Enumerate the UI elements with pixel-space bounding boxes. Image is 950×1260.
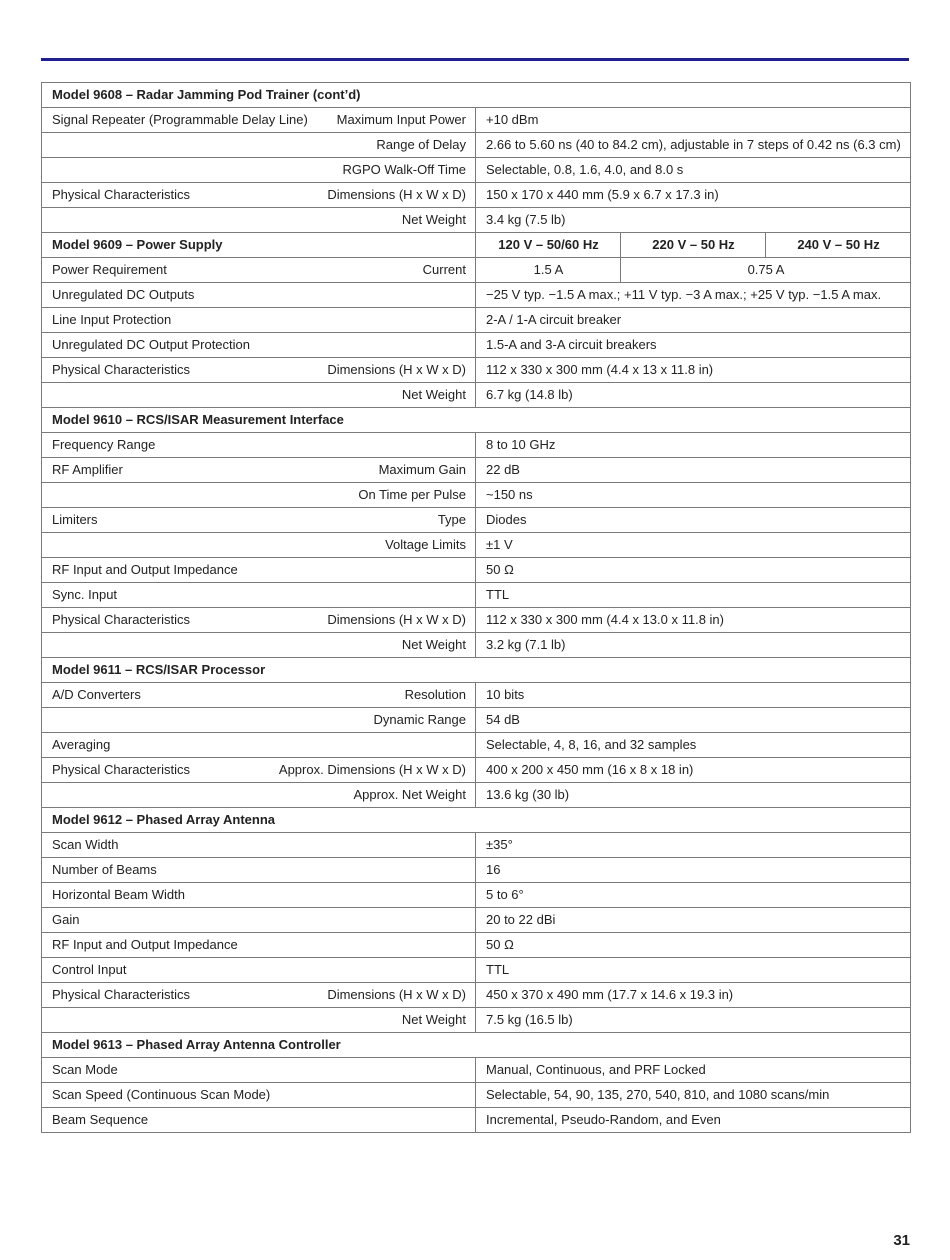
- table-row: [42, 133, 911, 158]
- row-value: Incremental, Pseudo-Random, and Even: [476, 1108, 911, 1133]
- row-label: Beam Sequence: [52, 1112, 149, 1127]
- row-sublabel: Maximum Gain: [378, 462, 466, 477]
- column-header-240v: 240 V – 50 Hz: [766, 233, 911, 258]
- row-sublabel: Dynamic Range: [373, 712, 466, 727]
- row-sublabel: Net Weight: [401, 212, 466, 227]
- table-row: [42, 683, 911, 708]
- table-row: [42, 958, 911, 983]
- row-value: 5 to 6°: [476, 883, 911, 908]
- table-row: [42, 733, 911, 758]
- section-title: Model 9609 – Power Supply: [42, 233, 476, 258]
- row-value: Selectable, 54, 90, 135, 270, 540, 810, and 1080 scans/min: [476, 1083, 911, 1108]
- row-value: 3.4 kg (7.5 lb): [476, 208, 911, 233]
- table-row: [42, 383, 911, 408]
- table-row: [42, 933, 911, 958]
- specifications-table: [41, 82, 911, 1133]
- table-row: [42, 1008, 911, 1033]
- table-row: [42, 758, 911, 783]
- table-row: [42, 883, 911, 908]
- section-title: Model 9611 – RCS/ISAR Processor: [42, 658, 911, 683]
- row-value: TTL: [476, 583, 911, 608]
- section-header-9611: [42, 658, 911, 683]
- row-value: ~150 ns: [476, 483, 911, 508]
- row-value: 2-A / 1-A circuit breaker: [476, 308, 911, 333]
- row-value: 450 x 370 x 490 mm (17.7 x 14.6 x 19.3 in): [476, 983, 911, 1008]
- table-row: [42, 608, 911, 633]
- row-sublabel: Net Weight: [401, 637, 466, 652]
- row-label: Unregulated DC Outputs: [52, 287, 195, 302]
- table-row: [42, 583, 911, 608]
- section-title: Model 9612 – Phased Array Antenna: [42, 808, 911, 833]
- row-label: A/D Converters: [52, 687, 141, 702]
- table-row: [42, 333, 911, 358]
- page-number: 31: [893, 1232, 910, 1249]
- row-label: RF Input and Output Impedance: [52, 937, 238, 952]
- row-label: Power Requirement: [52, 262, 167, 277]
- row-label: Physical Characteristics: [52, 762, 190, 777]
- table-row: [42, 833, 911, 858]
- table-row: [42, 258, 911, 283]
- row-sublabel: Voltage Limits: [385, 537, 466, 552]
- row-sublabel: Dimensions (H x W x D): [327, 187, 466, 202]
- row-label: Physical Characteristics: [52, 187, 190, 202]
- table-row: [42, 983, 911, 1008]
- table-row: [42, 508, 911, 533]
- row-sublabel: Approx. Dimensions (H x W x D): [278, 762, 466, 777]
- row-sublabel: Resolution: [404, 687, 466, 702]
- row-value: Selectable, 4, 8, 16, and 32 samples: [476, 733, 911, 758]
- row-value: 112 x 330 x 300 mm (4.4 x 13 x 11.8 in): [476, 358, 911, 383]
- table-row: [42, 308, 911, 333]
- table-row: [42, 558, 911, 583]
- table-row: [42, 533, 911, 558]
- table-row: [42, 633, 911, 658]
- row-label: Gain: [52, 912, 80, 927]
- row-label: Limiters: [52, 512, 98, 527]
- row-value: ±35°: [476, 833, 911, 858]
- row-label: Scan Width: [52, 837, 119, 852]
- row-value: 400 x 200 x 450 mm (16 x 8 x 18 in): [476, 758, 911, 783]
- column-header-220v: 220 V – 50 Hz: [621, 233, 766, 258]
- row-value: 50 Ω: [476, 558, 911, 583]
- row-label: Sync. Input: [52, 587, 118, 602]
- row-value: 6.7 kg (14.8 lb): [476, 383, 911, 408]
- row-value: +10 dBm: [476, 108, 911, 133]
- row-value-120v: 1.5 A: [476, 258, 621, 283]
- row-value: 112 x 330 x 300 mm (4.4 x 13.0 x 11.8 in): [476, 608, 911, 633]
- table-row: [42, 483, 911, 508]
- column-header-120v: 120 V – 50/60 Hz: [476, 233, 621, 258]
- row-sublabel: Net Weight: [401, 1012, 466, 1027]
- row-sublabel: Current: [422, 262, 466, 277]
- row-value: 10 bits: [476, 683, 911, 708]
- row-value: 150 x 170 x 440 mm (5.9 x 6.7 x 17.3 in): [476, 183, 911, 208]
- table-row: [42, 283, 911, 308]
- table-row: [42, 1108, 911, 1133]
- row-value: 8 to 10 GHz: [476, 433, 911, 458]
- section-header-9613: [42, 1033, 911, 1058]
- row-value: Manual, Continuous, and PRF Locked: [476, 1058, 911, 1083]
- table-row: [42, 158, 911, 183]
- row-value: 2.66 to 5.60 ns (40 to 84.2 cm), adjustable in 7 steps of 0.42 ns (6.3 cm): [476, 133, 911, 158]
- row-label: Scan Speed (Continuous Scan Mode): [52, 1087, 271, 1102]
- row-sublabel: Dimensions (H x W x D): [327, 362, 466, 377]
- section-title: Model 9610 – RCS/ISAR Measurement Interface: [42, 408, 911, 433]
- row-label: Unregulated DC Output Protection: [52, 337, 250, 352]
- table-row: [42, 433, 911, 458]
- table-row: [42, 458, 911, 483]
- row-label: Line Input Protection: [52, 312, 172, 327]
- row-value: 7.5 kg (16.5 lb): [476, 1008, 911, 1033]
- row-sublabel: Dimensions (H x W x D): [327, 987, 466, 1002]
- row-sublabel: Maximum Input Power: [336, 112, 466, 127]
- row-sublabel: RGPO Walk-Off Time: [342, 162, 466, 177]
- table-row: [42, 183, 911, 208]
- row-sublabel: Type: [437, 512, 466, 527]
- row-value: 54 dB: [476, 708, 911, 733]
- table-row: [42, 858, 911, 883]
- row-value-220-240v: 0.75 A: [621, 258, 911, 283]
- section-title: Model 9613 – Phased Array Antenna Controller: [42, 1033, 911, 1058]
- section-header-9610: [42, 408, 911, 433]
- row-sublabel: Approx. Net Weight: [353, 787, 466, 802]
- row-label: Number of Beams: [52, 862, 157, 877]
- table-row: [42, 708, 911, 733]
- row-sublabel: On Time per Pulse: [358, 487, 466, 502]
- section-header-9612: [42, 808, 911, 833]
- row-label: Physical Characteristics: [52, 612, 190, 627]
- row-sublabel: Dimensions (H x W x D): [327, 612, 466, 627]
- table-row: [42, 108, 911, 133]
- row-value: 16: [476, 858, 911, 883]
- row-label: RF Input and Output Impedance: [52, 562, 238, 577]
- table-row: [42, 1058, 911, 1083]
- row-value: −25 V typ. −1.5 A max.; +11 V typ. −3 A max.; +25 V typ. −1.5 A max.: [476, 283, 911, 308]
- row-label: Signal Repeater (Programmable Delay Line): [52, 112, 308, 127]
- row-label: Frequency Range: [52, 437, 156, 452]
- section-header-9608: [42, 83, 911, 108]
- table-row: [42, 1083, 911, 1108]
- section-header-9609: [42, 233, 911, 258]
- row-label: Physical Characteristics: [52, 362, 190, 377]
- table-row: [42, 358, 911, 383]
- row-value: 50 Ω: [476, 933, 911, 958]
- table-row: [42, 783, 911, 808]
- row-value: TTL: [476, 958, 911, 983]
- row-sublabel: Net Weight: [401, 387, 466, 402]
- row-value: 1.5-A and 3-A circuit breakers: [476, 333, 911, 358]
- top-rule: [41, 58, 909, 61]
- row-value: Selectable, 0.8, 1.6, 4.0, and 8.0 s: [476, 158, 911, 183]
- row-value: Diodes: [476, 508, 911, 533]
- section-title: Model 9608 – Radar Jamming Pod Trainer (cont’d): [42, 83, 911, 108]
- table-row: [42, 908, 911, 933]
- row-value: 13.6 kg (30 lb): [476, 783, 911, 808]
- row-label: Scan Mode: [52, 1062, 118, 1077]
- row-label: Physical Characteristics: [52, 987, 190, 1002]
- row-label: RF Amplifier: [52, 462, 123, 477]
- table-row: [42, 208, 911, 233]
- row-value: ±1 V: [476, 533, 911, 558]
- row-value: 20 to 22 dBi: [476, 908, 911, 933]
- row-sublabel: Range of Delay: [376, 137, 466, 152]
- row-label: Control Input: [52, 962, 127, 977]
- row-value: 3.2 kg (7.1 lb): [476, 633, 911, 658]
- row-label: Horizontal Beam Width: [52, 887, 185, 902]
- row-value: 22 dB: [476, 458, 911, 483]
- row-label: Averaging: [52, 737, 111, 752]
